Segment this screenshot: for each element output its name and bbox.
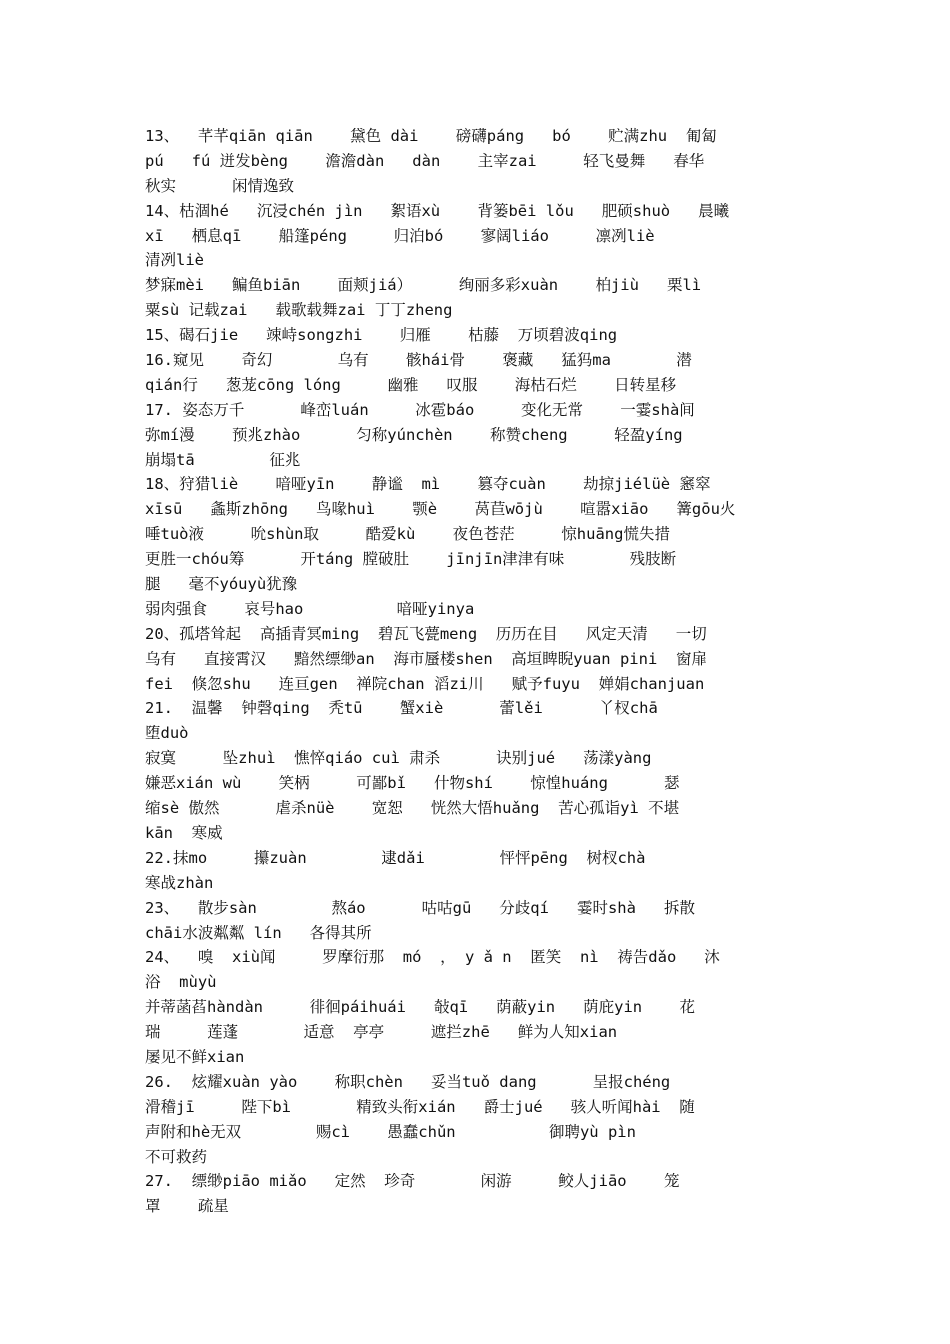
- text-line: 13、 芊芊qiān qiān 黛色 dài 磅礴páng bó 贮满zhu 匍匐: [145, 127, 717, 145]
- text-line: 浴 mùyù: [145, 973, 217, 992]
- text-line: chāi水波粼粼 lín 各得其所: [145, 923, 372, 942]
- text-line: pú fú 迸发bèng 澹澹dàn dàn 主宰zai 轻飞曼舞 春华: [145, 151, 705, 170]
- text-line: 弱肉强食 哀号hao 喑哑yinya: [145, 599, 475, 618]
- text-line: 瑞 莲蓬 适意 亭亭 遮拦zhē 鲜为人知xian: [145, 1023, 618, 1042]
- text-line: 16.窥见 奇幻 乌有 骸hái骨 褒藏 猛犸ma 潜: [145, 351, 692, 370]
- text-line: 寂寞 坠zhuì 憔悴qiáo cuì 肃杀 诀别jué 荡漾yàng: [145, 749, 652, 768]
- text-line: 21. 温馨 钟磬qing 秃tū 蟹xiè 蕾lěi 丫杈chā: [145, 699, 658, 718]
- text-line: 23、 散步sàn 熬áo 咕咕gū 分歧qí 霎时shà 拆散: [145, 898, 695, 917]
- text-line: 腿 毫不yóuyù犹豫: [145, 575, 298, 594]
- text-line: fei 倏忽shu 连亘gen 禅院chan 滔zi川 赋予fuyu 婵娟chanjuan: [145, 674, 705, 693]
- text-line: 弥mí漫 预兆zhào 匀称yúnchèn 称赞cheng 轻盈yíng: [145, 425, 683, 444]
- text-line: 14、枯涸hé 沉浸chén jìn 絮语xù 背篓bēi lǒu 肥硕shuò 晨曦: [145, 201, 730, 220]
- text-line: xīsū 螽斯zhōng 鸟喙huì 颚è 莴苣wōjù 喧嚣xiāo 篝gōu火: [145, 500, 736, 519]
- text-line: 24、 嗅 xiù闻 罗摩衍那 mó ， y ǎ n 匿笑 nì 祷告dǎo 沐: [145, 948, 720, 967]
- text-line: 罩 疏星: [145, 1197, 229, 1216]
- text-line: 20、孤塔耸起 高插青冥ming 碧瓦飞甍meng 历历在目 风定天清 一切: [145, 624, 707, 643]
- text-line: 17. 姿态万千 峰峦luán 冰雹báo 变化无常 一霎shà间: [145, 400, 695, 419]
- text-line: xī 栖息qī 船篷péng 归泊bó 寥阔liáo 凛冽liè: [145, 226, 655, 245]
- text-line: 18、狩猎liè 喑哑yīn 静谧 mì 篡夺cuàn 劫掠jiélüè 窸窣: [145, 475, 711, 494]
- text-line: 缩sè 傲然 虐杀nüè 宽恕 恍然大悟huǎng 苦心孤诣yì 不堪: [145, 799, 680, 818]
- text-line: kān 寒威: [145, 823, 223, 842]
- text-line: qián行 葱茏cōng lóng 幽雅 叹服 海枯石烂 日转星移: [145, 375, 677, 394]
- text-line: 秋实 闲情逸致: [145, 176, 294, 195]
- text-line: 27. 缥缈piāo miǎo 定然 珍奇 闲游 鲛人jiāo 笼: [145, 1172, 680, 1191]
- text-line: 嫌恶xián wù 笑柄 可鄙bǐ 什物shí 惊惶huáng 瑟: [145, 774, 680, 793]
- text-line: 清冽liè: [145, 251, 204, 270]
- text-line: 不可救药: [145, 1147, 208, 1166]
- text-line: 声附和hè无双 赐cì 愚蠢chǔn 御聘yù pìn: [145, 1122, 636, 1141]
- document-page: [145, 124, 810, 1219]
- text-line: 并蒂菡萏hàndàn 徘徊páihuái 敧qī 荫蔽yin 荫庇yin 花: [145, 998, 695, 1017]
- text-line: 唾tuò液 吮shùn取 酷爱kù 夜色苍茫 惊huāng慌失措: [145, 525, 670, 544]
- text-line: 寒战zhàn: [145, 873, 214, 892]
- text-line: 堕duò: [145, 724, 189, 743]
- text-line: 更胜一chóu筹 开táng 膛破肚 jīnjīn津津有味 残肢断: [145, 550, 677, 569]
- text-line: 崩塌tā 征兆: [145, 450, 301, 469]
- text-line: 乌有 直接霄汉 黯然缥缈an 海市蜃楼shen 高垣睥睨yuan pini 窗扉: [145, 649, 707, 668]
- text-line: 梦寐mèi 鳊鱼biān 面颊jiá） 绚丽多彩xuàn 柏jiù 栗lì: [145, 276, 702, 295]
- text-line: 屡见不鲜xian: [145, 1047, 245, 1066]
- text-line: 15、碣石jie 竦峙songzhi 归雁 枯藤 万顷碧波qing: [145, 326, 618, 345]
- text-line: 22.抹mo 攥zuàn 逮dǎi 怦怦pēng 树杈chà: [145, 848, 646, 867]
- text-line: 滑稽jī 陛下bì 精致头衔xián 爵士jué 骇人听闻hài 随: [145, 1097, 695, 1116]
- text-line: 26. 炫耀xuàn yào 称职chèn 妥当tuǒ dang 呈报chéng: [145, 1072, 671, 1091]
- text-line: 粟sù 记载zai 载歌载舞zai 丁丁zheng: [145, 301, 453, 320]
